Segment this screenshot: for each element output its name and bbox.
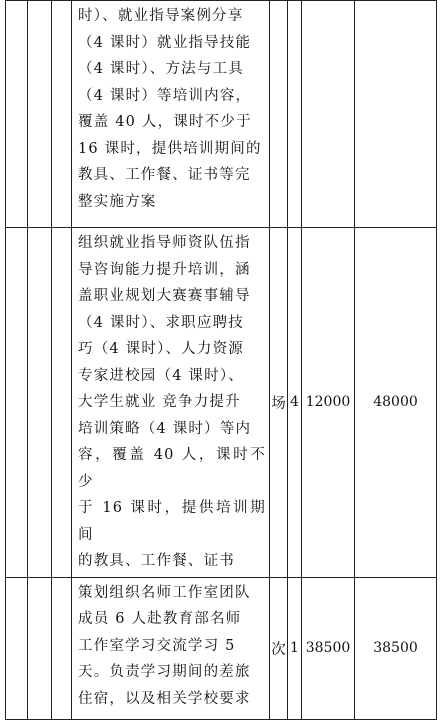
subcategory-cell: [52, 228, 72, 578]
table-row: [6, 577, 437, 719]
category-cell: [28, 1, 52, 228]
subcategory-cell: [52, 577, 72, 719]
description-cell: 策划组织名师工作室团队 成员 6 人赴教育部名师 工作室学习交流学习 5 天。负责学习期间的差旅 住宿，以及相关学校要求: [72, 577, 270, 719]
index-cell: [6, 228, 28, 578]
quantity-cell: [288, 1, 302, 228]
unit-cell: 次: [270, 577, 288, 719]
quantity-cell: 1: [288, 577, 302, 719]
total-cell: 38500: [355, 577, 437, 719]
quantity-cell: 4: [288, 228, 302, 578]
total-cell: 48000: [355, 228, 437, 578]
unit-price-cell: [302, 1, 355, 228]
table-row: [6, 228, 437, 578]
category-cell: [28, 228, 52, 578]
description-cell: 组织就业指导师资队伍指 导咨询能力提升培训，涵 盖职业规划大赛赛事辅导 （4 课时）、求职应聘技 巧（4 课时）、人力资源 专家进校园（4 课时）、 大学生就业 竞争力提升 培训策略（4 课时）等内 容，覆盖 40 人，课时不少 于 16 课时，提供培训期间 的教具、工作餐、证书: [72, 228, 270, 578]
unit-cell: 场: [270, 228, 288, 578]
table-row: [6, 1, 437, 228]
unit-cell: [270, 1, 288, 228]
index-cell: [6, 577, 28, 719]
description-cell: 时）、就业指导案例分享 （4 课时）就业指导技能 （4 课时）、方法与工具 （4 课时）等培训内容， 覆盖 40 人，课时不少于 16 课时，提供培训期间的 教具、工作餐、证书等完 整实施方案: [72, 1, 270, 228]
unit-price-cell: 38500: [302, 577, 355, 719]
total-cell: [355, 1, 437, 228]
budget-table: [5, 0, 437, 720]
index-cell: [6, 1, 28, 228]
unit-price-cell: 12000: [302, 228, 355, 578]
subcategory-cell: [52, 1, 72, 228]
category-cell: [28, 577, 52, 719]
